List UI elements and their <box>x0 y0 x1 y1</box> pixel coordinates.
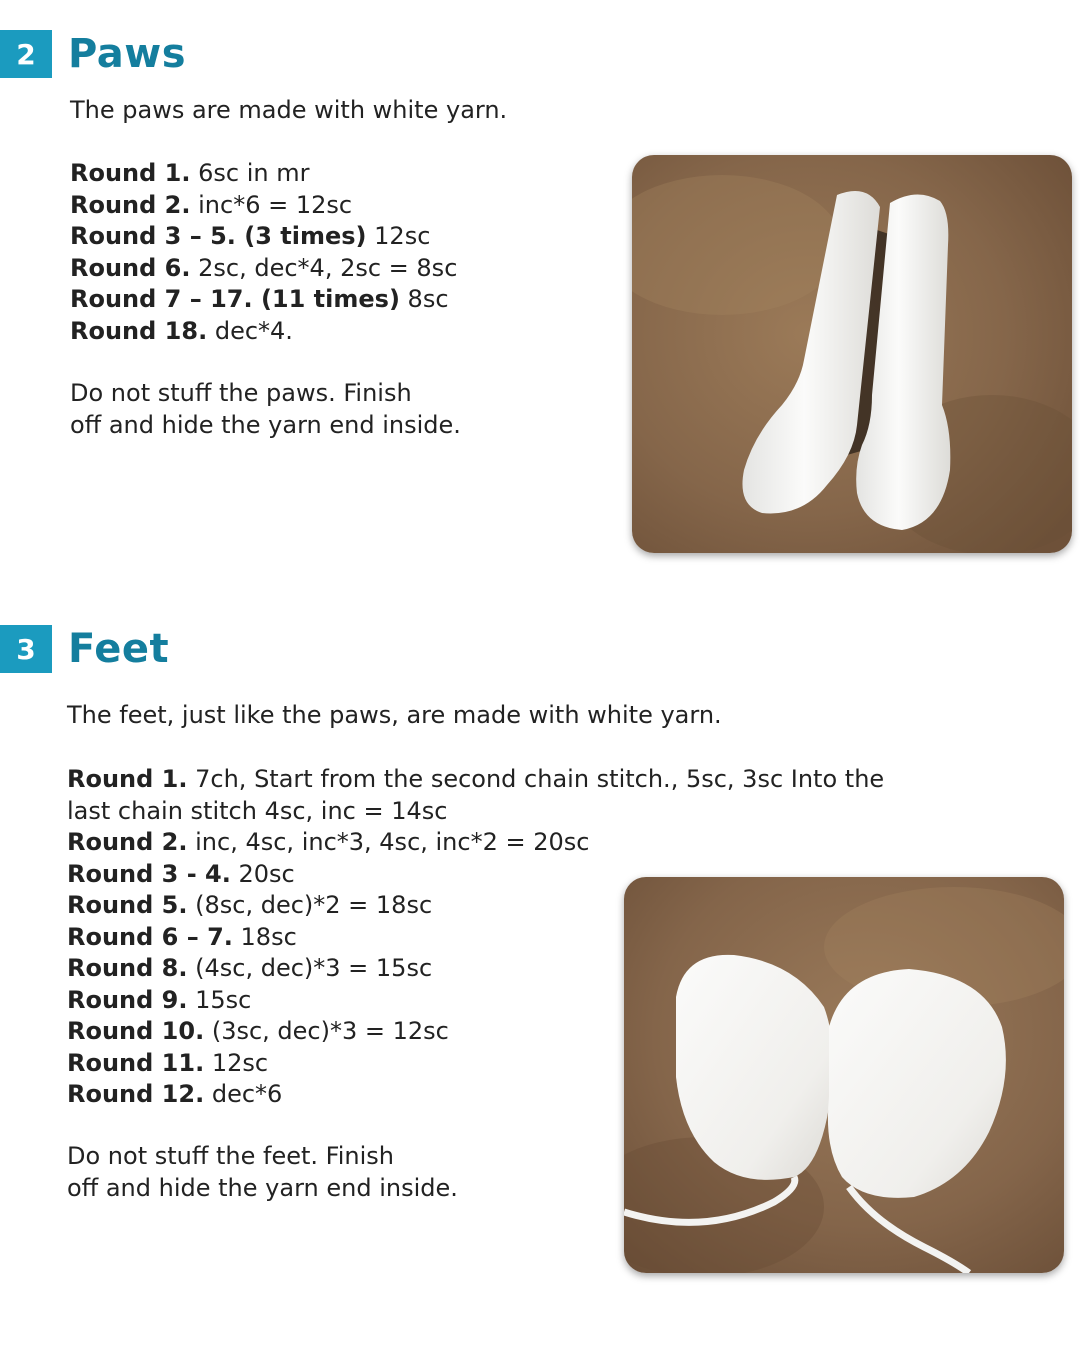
paws-finish-line: off and hide the yarn end inside. <box>70 410 461 439</box>
feet-round-label: Round 11. <box>67 1048 205 1077</box>
feet-round-text: (3sc, dec)*3 = 12sc <box>204 1017 449 1045</box>
paws-round-line <box>70 284 457 316</box>
paws-round-label: Round 2. <box>70 190 191 219</box>
feet-round-line <box>67 764 884 796</box>
feet-round-label: Round 12. <box>67 1080 205 1108</box>
paws-finish-line: Do not stuff the paws. Finish <box>70 379 412 407</box>
feet-photo <box>624 877 1064 1273</box>
paws-round-line <box>70 253 457 285</box>
feet-round-text: (8sc, dec)*2 = 18sc <box>187 891 433 919</box>
feet-round-label: Round 5. <box>67 891 188 919</box>
paws-round-label: Round 3 – 5. (3 times) <box>70 222 367 250</box>
feet-finish-line: Do not stuff the feet. Finish <box>67 1142 394 1170</box>
feet-round-line <box>67 796 884 828</box>
paws-rounds-list <box>70 158 457 347</box>
paws-round-text: 6sc in mr <box>190 159 310 187</box>
feet-section-title: Feet <box>68 626 170 672</box>
paws-section-title: Paws <box>68 31 186 77</box>
feet-round-label: Round 9. <box>67 985 188 1014</box>
feet-round-label: Round 10. <box>67 1017 205 1045</box>
feet-intro: The feet, just like the paws, are made with white yarn. <box>67 701 722 729</box>
paws-round-line <box>70 190 457 222</box>
paws-round-line <box>70 221 457 253</box>
feet-finish-line: off and hide the yarn end inside. <box>67 1173 458 1202</box>
paws-intro: The paws are made with white yarn. <box>70 96 508 124</box>
paws-round-label: Round 7 – 17. (11 times) <box>70 285 400 313</box>
feet-round-line <box>67 827 884 859</box>
paws-round-text: 2sc, dec*4, 2sc = 8sc <box>190 253 458 282</box>
paws-round-label: Round 1. <box>70 159 191 187</box>
feet-round-label: Round 3 - 4. <box>67 859 231 888</box>
feet-round-label: Round 2. <box>67 828 188 856</box>
feet-round-text: 20sc <box>230 859 295 888</box>
paws-round-label: Round 18. <box>70 316 208 345</box>
feet-finish-note <box>67 1141 458 1204</box>
paws-photo <box>632 155 1072 553</box>
feet-round-text: 7ch, Start from the second chain stitch., 5sc, 3sc Into the <box>187 765 885 793</box>
feet-round-text: dec*6 <box>204 1080 283 1108</box>
feet-section-header <box>0 625 169 673</box>
feet-round-text: 12sc <box>204 1048 269 1077</box>
paws-intro-block <box>70 95 507 127</box>
feet-round-label: Round 8. <box>67 954 188 982</box>
paws-round-line <box>70 316 457 348</box>
paws-section-header <box>0 30 186 78</box>
feet-round-text: inc, 4sc, inc*3, 4sc, inc*2 = 20sc <box>187 828 590 856</box>
paws-round-text: inc*6 = 12sc <box>190 190 353 219</box>
paws-section-number: 2 <box>0 30 52 78</box>
feet-round-text: 15sc <box>187 985 252 1014</box>
feet-round-label: Round 6 – 7. <box>67 922 233 951</box>
feet-round-text: last chain stitch 4sc, inc = 14sc <box>67 796 448 825</box>
paws-round-text: 8sc <box>399 285 449 313</box>
feet-round-label: Round 1. <box>67 765 188 793</box>
paws-round-line <box>70 158 457 190</box>
feet-round-text: (4sc, dec)*3 = 15sc <box>187 954 433 982</box>
paws-finish-note <box>70 378 461 441</box>
paws-round-text: 12sc <box>366 222 431 250</box>
feet-section-number: 3 <box>0 625 52 673</box>
feet-round-text: 18sc <box>232 922 297 951</box>
feet-intro-block <box>67 700 722 732</box>
paws-round-text: dec*4. <box>207 316 293 345</box>
paws-round-label: Round 6. <box>70 253 191 282</box>
